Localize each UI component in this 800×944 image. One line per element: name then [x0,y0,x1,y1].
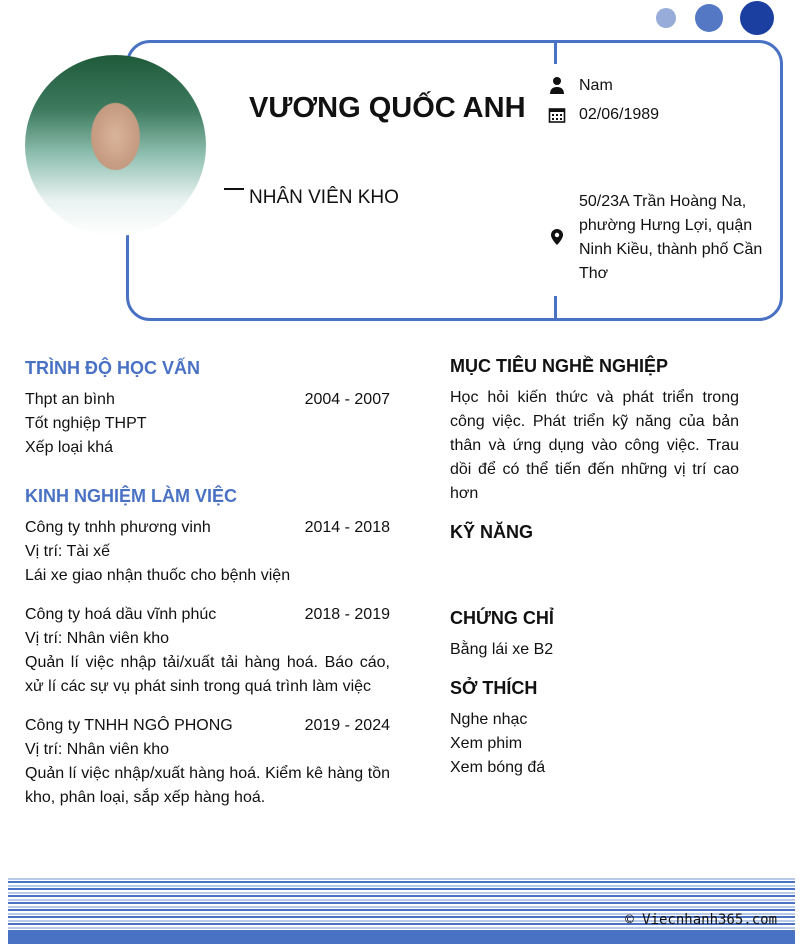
footer-stripes [8,876,795,944]
skills-heading: KỸ NĂNG [450,522,534,542]
decor-dot-small [656,8,676,28]
skills-section [450,520,739,592]
education-line: Xếp loại khá [25,439,114,456]
job-title: NHÂN VIÊN KHO [249,187,399,208]
hobbies-heading: SỞ THÍCH [450,678,538,698]
experience-item [25,714,390,810]
frame-tick-bottom [554,296,557,318]
objective-text: Học hỏi kiến thức và phát triển trong công việc. Phát triển kỹ năng của bản thân và ứng dụng vào công việc. Trau dồi để có thể tiến đến những vị trí cao hơn [450,389,739,502]
experience-years: 2014 - 2018 [304,519,390,536]
frame-tick-top [554,42,557,64]
divider [224,188,244,190]
experience-company: Công ty hoá dầu vĩnh phúc [25,606,217,623]
experience-section [25,484,390,810]
footer-bar [8,932,795,944]
hobby-item: Nghe nhạc [450,711,528,728]
decor-dot-large [740,1,774,35]
experience-desc: Lái xe giao nhận thuốc cho bệnh viện [25,567,291,584]
calendar-icon [548,106,566,124]
experience-item [25,516,390,588]
objective-heading: MỤC TIÊU NGHỀ NGHIỆP [450,356,669,376]
experience-desc: Quản lí việc nhập/xuất hàng hoá. Kiểm kê hàng tồn kho, phân loại, sắp xếp hàng hoá. [25,765,390,806]
hobbies-section [450,676,739,780]
experience-company: Công ty tnhh phương vinh [25,519,211,536]
objective-section [450,354,739,506]
experience-desc: Quản lí việc nhập tải/xuất tải hàng hoá. Báo cáo, xử lí các sự vụ phát sinh trong quá trình làm việc [25,654,390,695]
education-school: Thpt an bình [25,391,115,408]
experience-years: 2018 - 2019 [304,606,390,623]
hobby-item: Xem bóng đá [450,759,546,776]
experience-item [25,603,390,699]
education-line: Tốt nghiệp THPT [25,415,147,432]
experience-role: Vị trí: Nhân viên kho [25,630,170,647]
education-header [25,388,390,412]
experience-company: Công ty TNHH NGÔ PHONG [25,717,233,734]
skills-area [450,552,739,592]
candidate-name: VƯƠNG QUỐC ANH [249,92,526,124]
decor-dot-medium [695,4,723,32]
certificates-heading: CHỨNG CHỈ [450,608,554,628]
right-column [450,354,739,794]
certificates-section [450,606,739,662]
experience-role: Vị trí: Nhân viên kho [25,741,170,758]
hobby-item: Xem phim [450,735,523,752]
experience-header [25,714,390,738]
copyright: © Viecnhanh365.com [625,912,777,928]
birthday: 02/06/1989 [579,106,660,123]
experience-role: Vị trí: Tài xế [25,543,111,560]
experience-heading: KINH NGHIỆM LÀM VIỆC [25,486,238,506]
certificate-item: Bằng lái xe B2 [450,641,554,658]
experience-years: 2019 - 2024 [304,717,390,734]
experience-header [25,603,390,627]
location-pin-icon [548,228,566,246]
left-column [25,356,390,825]
gender: Nam [579,77,613,94]
person-icon [548,76,566,94]
profile-photo [25,55,206,236]
education-years: 2004 - 2007 [304,391,390,408]
education-section [25,356,390,460]
education-heading: TRÌNH ĐỘ HỌC VẤN [25,358,200,378]
experience-header [25,516,390,540]
address: 50/23A Trần Hoàng Na, phường Hưng Lợi, quận Ninh Kiều, thành phố Cần Thơ [579,193,763,282]
